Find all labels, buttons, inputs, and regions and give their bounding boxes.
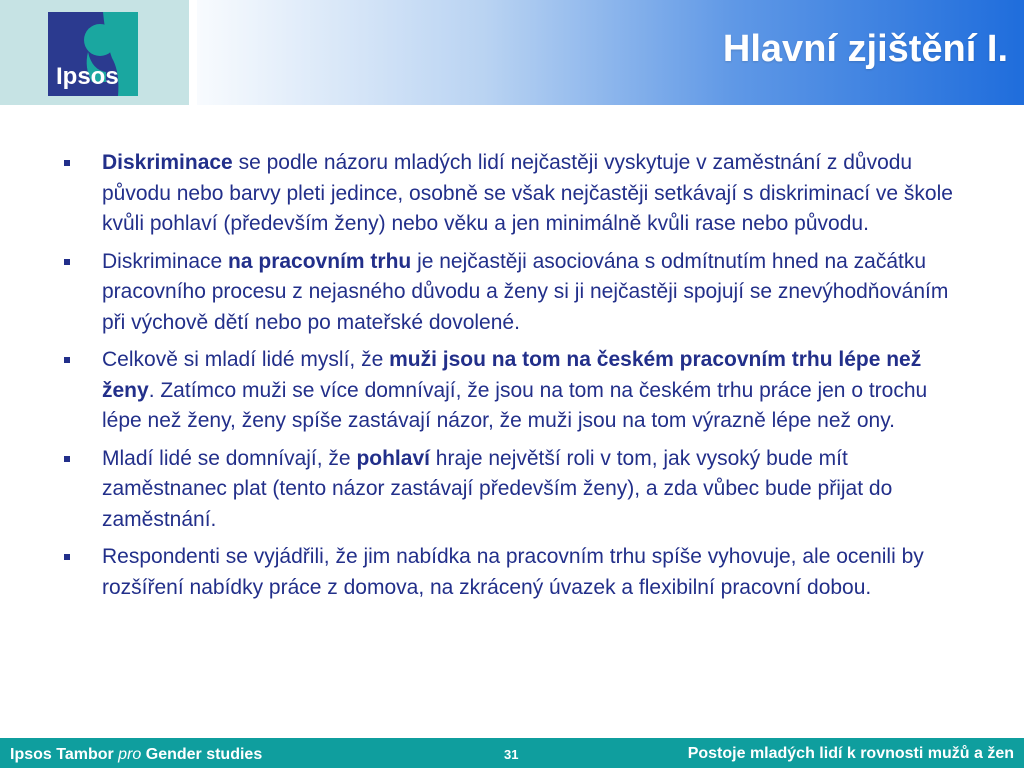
slide-title: Hlavní zjištění I. <box>722 28 1008 70</box>
bullet-item <box>64 345 964 437</box>
bullet-item <box>64 444 964 536</box>
bullet-text-part: Diskriminace <box>102 249 229 273</box>
footer-title: Postoje mladých lidí k rovnosti mužů a žen <box>687 745 1014 762</box>
bullet-text <box>102 247 964 339</box>
footer-source-italic: pro <box>118 746 142 763</box>
title-bar <box>197 0 1024 105</box>
footer-source-suffix: Gender studies <box>141 746 263 763</box>
footer-source <box>10 746 262 764</box>
slide-header <box>0 0 1024 105</box>
bullet-text-bold: Diskriminace <box>102 151 233 174</box>
bullet-text-bold: pohlaví <box>356 446 430 470</box>
page-number: 31 <box>504 747 519 762</box>
bullet-item <box>64 148 964 240</box>
svg-text:Ipsos: Ipsos <box>56 63 119 90</box>
bullet-square-icon <box>64 554 70 560</box>
bullet-text <box>102 542 964 603</box>
bullet-square-icon <box>64 456 70 462</box>
ipsos-logo-icon <box>48 12 138 96</box>
bullet-item <box>64 542 964 603</box>
bullet-text-part: hraje největší roli v tom, jak vysoký bude mít zaměstnanec plat (tento názor zastávají především ženy), a zda vůbec bude přijat do zaměstnání. <box>102 446 893 531</box>
bullet-text-bold: muži jsou na tom na českém pracovním trhu lépe než ženy <box>102 348 922 402</box>
header-divider <box>189 0 197 105</box>
bullet-text <box>102 345 964 437</box>
bullet-item <box>64 247 964 339</box>
bullet-list <box>64 148 964 610</box>
bullet-text-part: Celkově si mladí lidé myslí, že <box>102 348 390 371</box>
bullet-text-part: Mladí lidé se domnívají, že <box>102 446 357 470</box>
footer-source-prefix: Ipsos Tambor <box>10 746 119 763</box>
logo-panel <box>0 0 189 105</box>
bullet-text-part: . Zatímco muži se více domnívají, že jsou na tom na českém trhu práce jen o trochu lépe než ženy, ženy spíše zastávají názor, že muži jsou na tom výrazně lépe než ony. <box>102 378 928 432</box>
bullet-text-bold: na pracovním trhu <box>228 249 412 273</box>
bullet-text-part: je nejčastěji asociována s odmítnutím hned na začátku pracovního procesu z nejasného důvodu a ženy si ji nejčastěji spojují se znevýhodňováním při výchově dětí nebo po mateřské dovolené. <box>102 249 949 334</box>
bullet-square-icon <box>64 357 70 363</box>
bullet-text-part: Respondenti se vyjádřili, že jim nabídka na pracovním trhu spíše vyhovuje, ale ocenili by rozšíření nabídky práce z domova, na zkrácený úvazek a flexibilní pracovní dobou. <box>102 545 924 599</box>
slide-footer <box>0 738 1024 768</box>
bullet-text <box>102 148 964 240</box>
ipsos-logo <box>48 12 138 96</box>
bullet-square-icon <box>64 259 70 265</box>
bullet-square-icon <box>64 160 70 166</box>
bullet-text <box>102 444 964 536</box>
bullet-text-part: se podle názoru mladých lidí nejčastěji vyskytuje v zaměstnání z důvodu původu nebo barvy pleti jedince, osobně se však nejčastěji setkávají s diskriminací ve škole kvůli pohlaví (především ženy) nebo věku a jen minimálně kvůli rase nebo původu. <box>102 151 953 235</box>
